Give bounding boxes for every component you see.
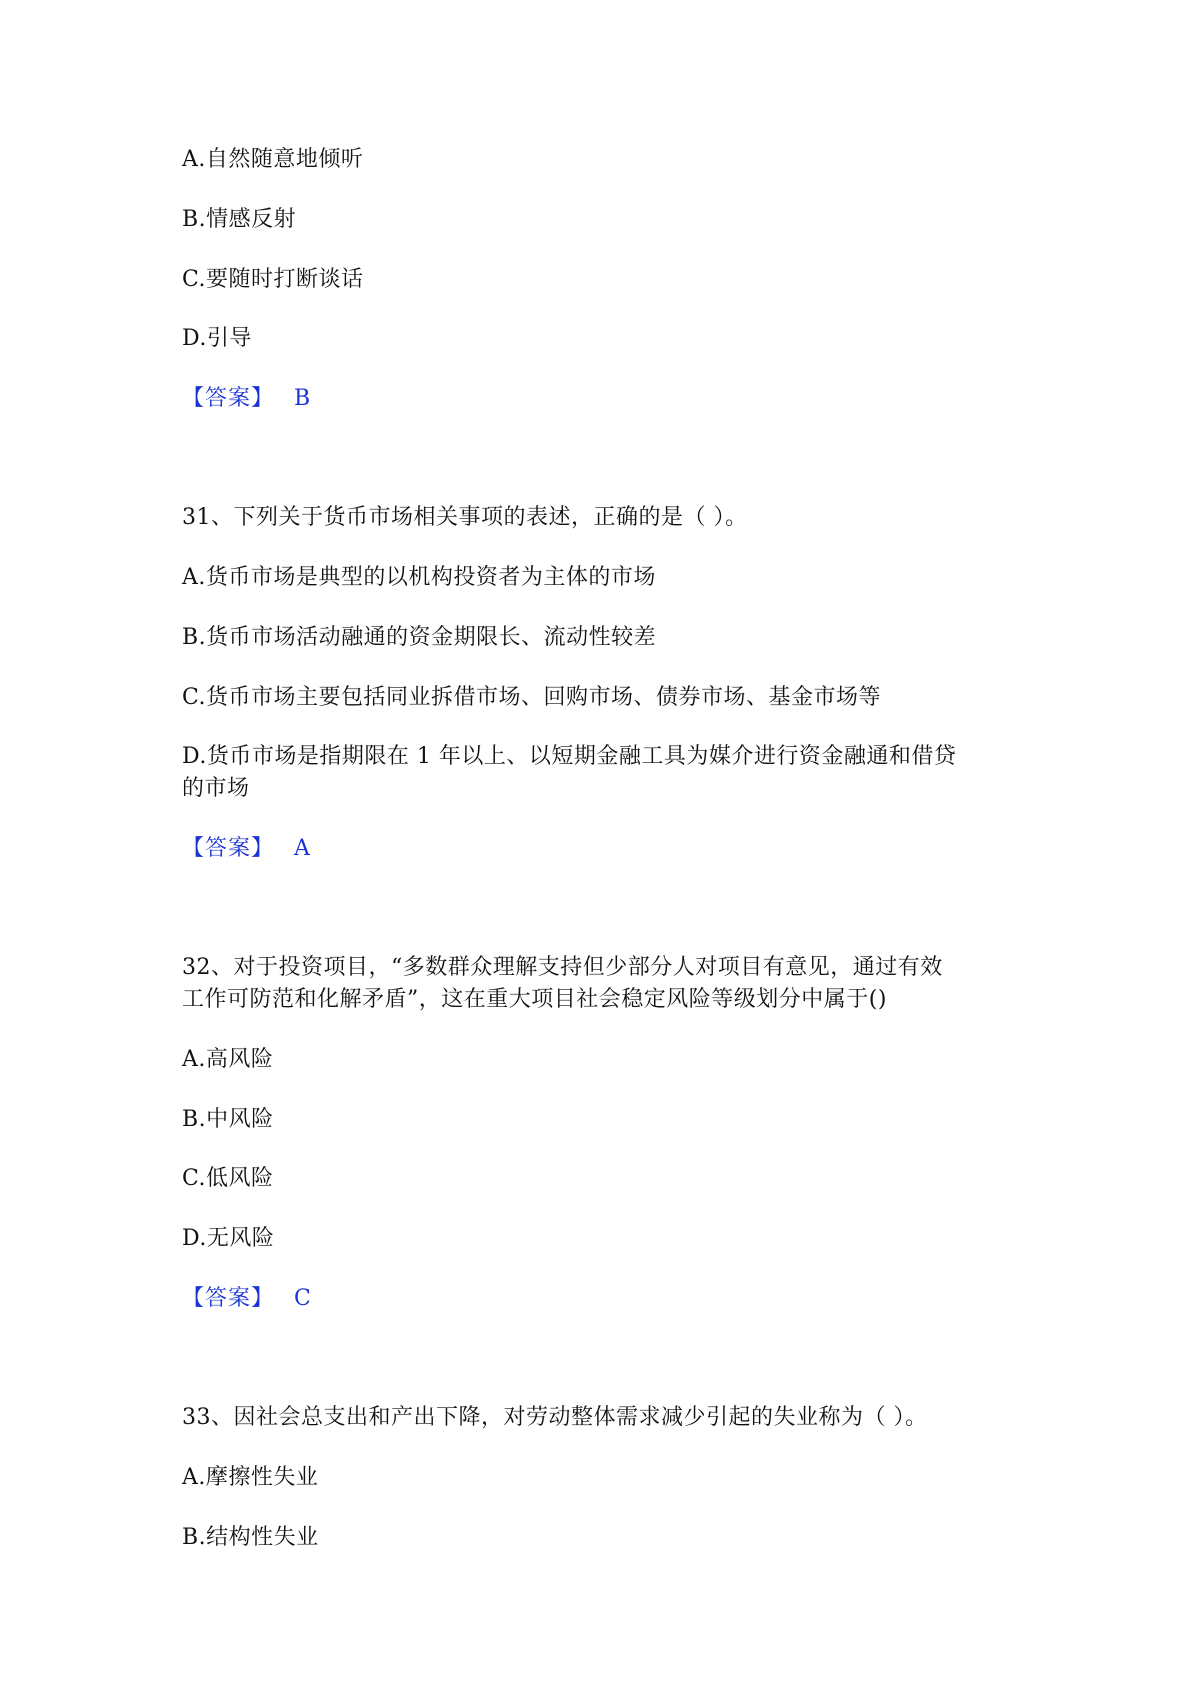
answer-value: A — [294, 836, 311, 861]
q33-option-b: B.结构性失业 — [182, 1525, 319, 1550]
answer-value: C — [294, 1286, 312, 1311]
q32-option-d: D.无风险 — [182, 1226, 275, 1251]
q32-option-c: C.低风险 — [182, 1166, 274, 1191]
answer-line — [182, 383, 1012, 415]
question-33-text: 33、因社会总支出和产出下降，对劳动整体需求减少引起的失业称为（ ）。 — [182, 1405, 928, 1430]
question-31-text: 31、下列关于货币市场相关事项的表述，正确的是（ ）。 — [182, 505, 748, 530]
q31-option-d-line2: 的市场 — [182, 776, 250, 801]
answer-label: 【答案】 — [182, 386, 275, 411]
question-32-line1: 32、对于投资项目，“多数群众理解支持但少部分人对项目有意见，通过有效 — [182, 955, 943, 980]
q32-option-a: A.高风险 — [182, 1047, 274, 1072]
q31-option-d-line1: D.货币市场是指期限在 1 年以上、以短期金融工具为媒介进行资金融通和借贷 — [182, 744, 957, 769]
answer-label: 【答案】 — [182, 1286, 275, 1311]
option-d: D.引导 — [182, 326, 252, 351]
q32-answer-line — [182, 1283, 1012, 1315]
q31-option-b: B.货币市场活动融通的资金期限长、流动性较差 — [182, 625, 657, 650]
option-b: B.情感反射 — [182, 207, 297, 232]
answer-label: 【答案】 — [182, 836, 275, 861]
q33-option-a: A.摩擦性失业 — [182, 1465, 319, 1490]
option-c: C.要随时打断谈话 — [182, 267, 364, 292]
q31-option-a: A.货币市场是典型的以机构投资者为主体的市场 — [182, 565, 656, 590]
q31-answer-line — [182, 833, 1012, 865]
option-a: A.自然随意地倾听 — [182, 147, 364, 172]
q32-option-b: B.中风险 — [182, 1107, 274, 1132]
answer-value: B — [294, 386, 311, 411]
question-32-line2: 工作可防范和化解矛盾”，这在重大项目社会稳定风险等级划分中属于() — [182, 987, 887, 1012]
q31-option-c: C.货币市场主要包括同业拆借市场、回购市场、债券市场、基金市场等 — [182, 685, 882, 710]
